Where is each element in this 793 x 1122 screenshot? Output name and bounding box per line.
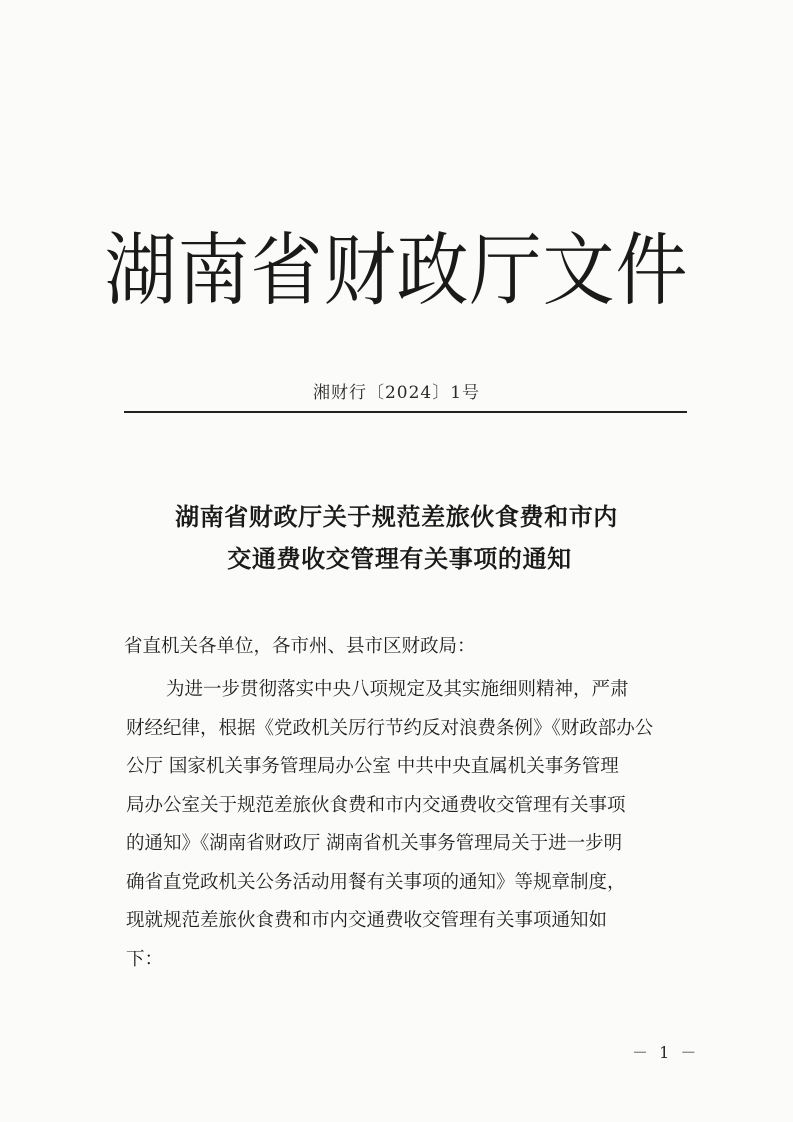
body-line: 的通知》《湖南省财政厅 湖南省机关事务管理局关于进一步明: [126, 833, 623, 854]
body-line: 确省直党政机关公务活动用餐有关事项的通知》等规章制度，: [126, 871, 626, 893]
body-line: 财经纪律，根据《党政机关厉行节约反对浪费条例》《财政部办公: [126, 717, 654, 739]
body-line: 现就规范差旅伙食费和市内交通费收交管理有关事项通知如: [126, 910, 608, 931]
page-number: － 1 －: [632, 1043, 700, 1062]
document-title-line-1: 湖南省财政厅关于规范差旅伙食费和市内: [175, 503, 618, 531]
body-paragraph: [126, 671, 716, 979]
body-line: 局办公室关于规范差旅伙食费和市内交通费收交管理有关事项: [126, 794, 626, 816]
body-line: 为进一步贯彻落实中央八项规定及其实施细则精神，严肃: [166, 679, 629, 700]
header-divider: [124, 411, 687, 413]
body-line: 公厅 国家机关事务管理局办公室 中共中央直属机关事务管理: [126, 756, 619, 777]
body-line: 下：: [126, 948, 164, 970]
document-title: [0, 496, 793, 580]
document-masthead: 湖南省财政厅文件: [104, 223, 689, 317]
document-number: 湘财行〔2024〕1号: [312, 383, 481, 403]
document-title-line-2: 交通费收交管理有关事项的通知: [227, 545, 572, 573]
salutation: 省直机关各单位，各市州、县市区财政局：: [124, 636, 476, 657]
